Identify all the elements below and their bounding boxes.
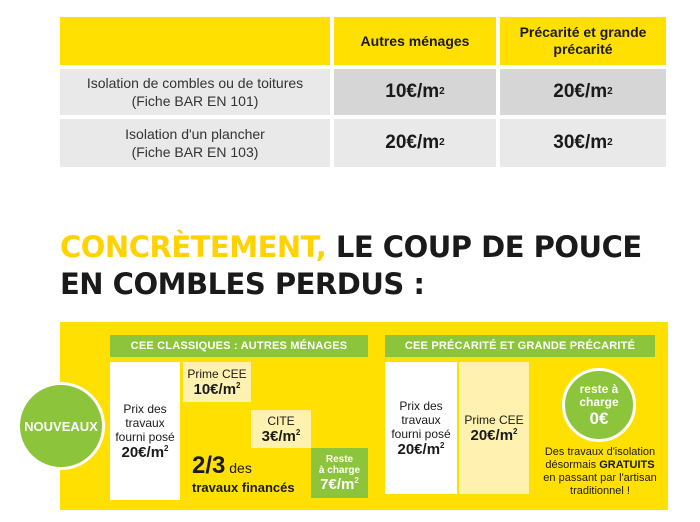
price-value: 10€/m (385, 81, 440, 102)
left-reste-box (311, 448, 368, 498)
financed-word: des (225, 460, 252, 476)
row-label-title: Isolation d'un plancher (125, 126, 265, 142)
cite-value: $3€/m^2$ (261, 427, 301, 445)
prime-value: $10€/m^2$ (193, 380, 241, 398)
reste-line: charge (579, 394, 619, 409)
banner-cee-precarite: CEE PRÉCARITÉ ET GRANDE PRÉCARITÉ (385, 335, 655, 357)
reste-label: à charge (318, 464, 361, 476)
headline-line2: EN COMBLES PERDUS : (60, 267, 425, 301)
row-label-fiche: (Fiche BAR EN 103) (131, 144, 259, 160)
gratuit-note: Des travaux d'isolation désormais GRATUITS en passant par l'artisan traditionnel ! (543, 446, 657, 497)
prime-label: Prime CEE (464, 412, 524, 427)
price-label: Prix des travaux fourni posé (115, 401, 175, 444)
price-value: 30€/m (553, 132, 608, 153)
left-prime-box (183, 362, 251, 402)
table-cell-price (500, 69, 666, 115)
headline-line1 (60, 229, 680, 266)
reste-value: $7€/m^2$ (320, 475, 359, 493)
unit-exponent: 2 (439, 136, 445, 148)
right-prime-box (459, 362, 529, 494)
table-header-precarite: Précarité et grande précarité (500, 17, 666, 65)
nouveaux-badge: NOUVEAUX (17, 382, 105, 470)
left-cite-box (251, 410, 311, 448)
price-label: Prix des travaux fourni posé (391, 398, 451, 441)
financed-rest: travaux financés (192, 480, 295, 495)
headline-highlight: CONCRÈTEMENT, (60, 230, 327, 264)
table-header-autres-menages: Autres ménages (334, 17, 496, 65)
table-cell-price (334, 69, 496, 115)
right-price-box (385, 362, 457, 494)
table-header-empty (60, 17, 330, 65)
table-row-label (60, 119, 330, 167)
row-label-fiche: (Fiche BAR EN 101) (131, 93, 259, 109)
reste-line: reste à (579, 381, 619, 396)
table-cell-price (334, 119, 496, 167)
row-label-title: Isolation de combles ou de toitures (86, 75, 304, 91)
left-price-box (110, 362, 180, 500)
headline (60, 229, 680, 303)
unit-exponent: 2 (439, 85, 445, 97)
reste-value: 0€ (589, 408, 609, 428)
financed-text (192, 452, 308, 495)
cite-label: CITE (267, 413, 295, 428)
reste-label: Reste (325, 453, 354, 465)
table-row-label (60, 69, 330, 115)
unit-exponent: 2 (607, 136, 613, 148)
reste-zero-badge (562, 368, 636, 442)
headline-line1-rest: LE COUP DE POUCE (326, 230, 642, 264)
prime-value: $20€/m^2$ (470, 426, 518, 444)
unit-exponent: 2 (607, 85, 613, 97)
price-value: $20€/m^2$ (121, 443, 169, 461)
price-value: 20€/m (553, 81, 608, 102)
prime-label: Prime CEE (187, 366, 247, 381)
table-cell-price (500, 119, 666, 167)
banner-cee-classiques: CEE CLASSIQUES : AUTRES MÉNAGES (110, 335, 368, 357)
price-value: $20€/m^2$ (397, 440, 445, 458)
price-value: 20€/m (385, 132, 440, 153)
financed-fraction: 2/3 (192, 452, 226, 479)
